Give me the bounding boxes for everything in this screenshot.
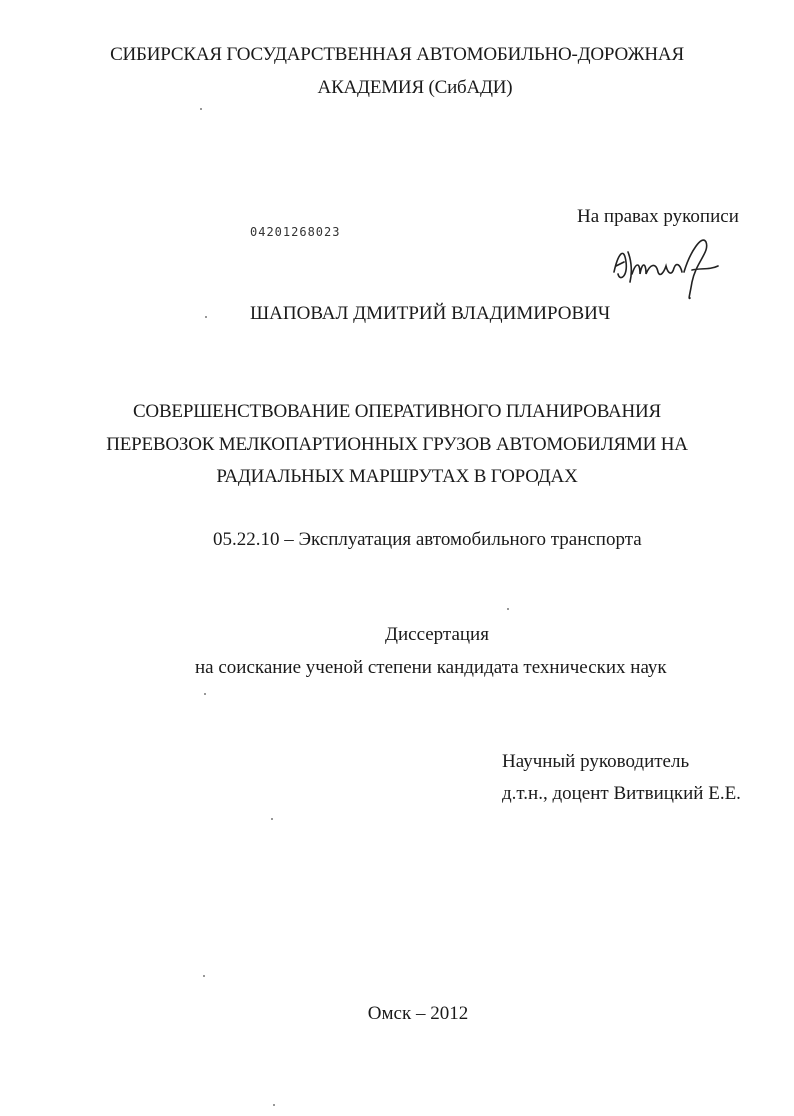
title-line3: РАДИАЛЬНЫХ МАРШРУТАХ В ГОРОДАХ	[216, 466, 578, 487]
title-line2: ПЕРЕВОЗОК МЕЛКОПАРТИОННЫХ ГРУЗОВ АВТОМОБИЛЯМИ НА	[106, 434, 688, 455]
organization-name-line2: АКАДЕМИЯ (СибАДИ)	[317, 77, 513, 98]
supervisor-name: д.т.н., доцент Витвицкий Е.Е.	[502, 783, 741, 804]
supervisor-label: Научный руководитель	[502, 751, 690, 772]
scan-speck	[273, 1104, 275, 1106]
title-line1: СОВЕРШЕНСТВОВАНИЕ ОПЕРАТИВНОГО ПЛАНИРОВАНИЯ	[132, 401, 662, 422]
scan-speck	[200, 108, 202, 110]
catalog-number-stamp: 04201268023	[250, 225, 341, 239]
scan-speck	[204, 693, 206, 695]
scan-speck	[507, 608, 509, 610]
author-name: ШАПОВАЛ ДМИТРИЙ ВЛАДИМИРОВИЧ	[250, 303, 611, 324]
degree-purpose: на соискание ученой степени кандидата технических наук	[195, 657, 667, 678]
scan-speck	[271, 818, 273, 820]
specialty-code: 05.22.10 – Эксплуатация автомобильного транспорта	[213, 529, 642, 550]
scan-speck	[205, 316, 207, 318]
manuscript-rights-note: На правах рукописи	[577, 206, 739, 227]
scan-speck	[203, 975, 205, 977]
place-and-year: Омск – 2012	[367, 1003, 469, 1024]
handwritten-signature-icon	[606, 232, 726, 302]
document-type: Диссертация	[385, 624, 489, 645]
organization-name-line1: СИБИРСКАЯ ГОСУДАРСТВЕННАЯ АВТОМОБИЛЬНО-ДОРОЖНАЯ	[110, 44, 684, 65]
